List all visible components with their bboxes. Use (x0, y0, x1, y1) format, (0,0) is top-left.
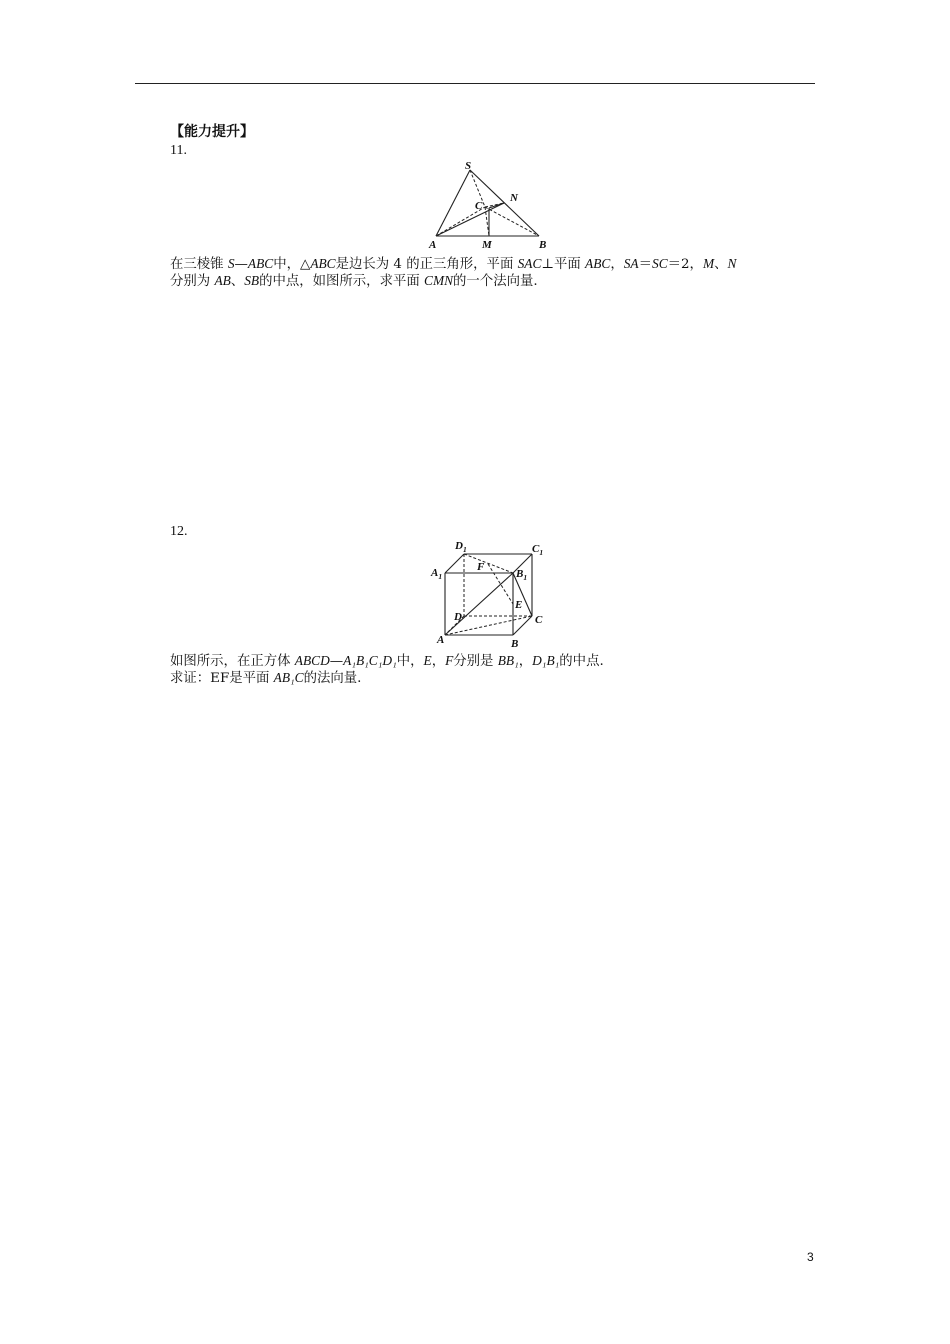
text-segment: 的中点，如图所示，求平面 (259, 274, 425, 289)
page-number: 3 (807, 1250, 814, 1264)
text-segment: 在三棱锥 (170, 257, 228, 272)
text-segment: ABC (247, 256, 274, 271)
label-C1: $C_1$ (532, 543, 544, 557)
text-segment: ， (610, 257, 624, 272)
question-12-number: 12. (170, 524, 188, 539)
section-title: 【能力提升】 (170, 124, 254, 140)
label-A1: $A_1$ (431, 567, 443, 581)
text-segment: F (445, 653, 454, 668)
text-segment: CMN (424, 273, 454, 288)
text-segment: — (234, 257, 248, 272)
text-segment: SC (652, 256, 668, 271)
label-A: A (437, 634, 445, 646)
text-segment: AB₁C (273, 670, 304, 685)
label-C: C (475, 200, 483, 212)
text-segment: 求证：EF是平面 (170, 671, 274, 686)
text-segment: 分别为 (170, 274, 215, 289)
text-segment: BB₁ (497, 653, 519, 668)
label-A: A (429, 239, 437, 250)
label-N: N (510, 192, 518, 204)
text-segment: ＝ (638, 257, 652, 272)
header-rule (135, 83, 815, 84)
text-segment: ABCD (294, 653, 330, 668)
question-11-text-line1 (170, 255, 830, 273)
label-E: E (515, 599, 523, 611)
text-segment: E (423, 653, 432, 668)
text-segment: D₁B₁ (532, 653, 560, 668)
text-segment: 如图所示，在正方体 (170, 654, 295, 669)
text-segment: M (702, 256, 715, 271)
text-segment: ABC (310, 256, 336, 271)
q11-figure (425, 158, 555, 250)
label-B1: $B_1$ (516, 568, 528, 582)
text-segment: 、 (230, 274, 245, 289)
question-11-text-line2 (170, 272, 830, 290)
label-B: B (511, 638, 519, 649)
text-segment: ， (518, 654, 533, 669)
text-segment: SB (244, 273, 260, 288)
text-segment: ＝2， (667, 257, 703, 272)
text-segment: A₁B₁C₁D₁ (343, 653, 397, 668)
text-segment: 中， (396, 654, 424, 669)
label-B: B (539, 239, 547, 250)
label-C: C (535, 614, 543, 626)
text-segment: 是边长为 4 的正三角形，平面 (335, 257, 518, 272)
label-S: S (465, 160, 472, 172)
text-segment: 的一个法向量. (453, 274, 538, 289)
text-segment: 中，△ (273, 257, 311, 272)
text-segment: SAC (517, 256, 542, 271)
text-segment: 的法向量. (303, 671, 362, 686)
text-segment: SA (623, 256, 639, 271)
text-segment: 、 (714, 257, 728, 272)
text-segment: ABC (585, 256, 611, 271)
q12-figure (425, 537, 555, 649)
text-segment: 的中点. (559, 654, 604, 669)
text-segment: AB (214, 273, 231, 288)
text-segment: ⊥平面 (541, 257, 586, 272)
text-segment: ， (431, 654, 446, 669)
label-M: M (482, 239, 492, 250)
text-segment: 分别是 (453, 654, 498, 669)
question-12-text-line2 (170, 669, 830, 687)
label-F: F (477, 561, 485, 573)
text-segment: — (329, 654, 344, 669)
question-11-number: 11. (170, 143, 187, 158)
question-12-text-line1 (170, 652, 830, 670)
text-segment: N (727, 256, 737, 271)
label-D: D (454, 611, 462, 623)
label-D1: $D_1$ (455, 540, 467, 554)
text-segment: S (227, 256, 235, 271)
